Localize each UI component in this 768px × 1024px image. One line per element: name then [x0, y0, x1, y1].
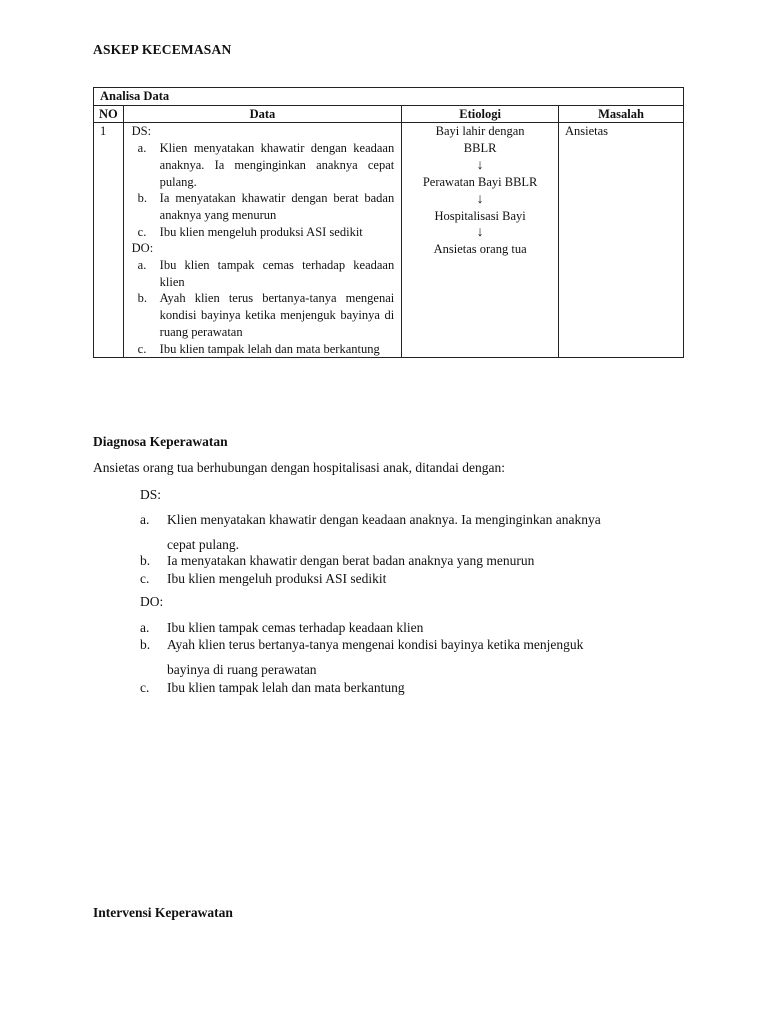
list-marker: a. — [137, 141, 147, 156]
list-text: Ayah klien terus bertanya-tanya mengenai kondisi bayinya ketika menjenguk bayinya di ruang perawatan — [159, 291, 395, 339]
list-text: Klien menyatakan khawatir dengan keadaan anaknya. Ia menginginkan anaknya cepat pulang. — [159, 141, 395, 189]
down-arrow-icon: ↓ — [476, 191, 484, 207]
list-text: Ibu klien tampak lelah dan mata berkantung — [167, 680, 405, 695]
list-text: Ibu klien tampak lelah dan mata berkantung — [159, 341, 380, 356]
list-item — [137, 257, 395, 290]
down-arrow-icon: ↓ — [476, 225, 484, 241]
list-marker: c. — [137, 341, 147, 356]
table-caption: Analisa Data — [94, 88, 684, 106]
diagnosa-heading: Diagnosa Keperawatan — [93, 434, 228, 449]
list-marker: b. — [140, 637, 151, 652]
list-item — [137, 290, 395, 340]
list-marker: b. — [137, 291, 148, 306]
diagnosa-statement: Ansietas orang tua berhubungan dengan hospitalisasi anak, ditandai dengan: — [93, 460, 506, 475]
diagnosa-do-label: DO: — [140, 594, 164, 609]
header-no: NO — [94, 105, 124, 123]
ds-list — [132, 140, 395, 240]
cell-masalah: Ansietas — [559, 123, 684, 358]
cell-no: 1 — [94, 123, 124, 358]
list-text: Ibu klien tampak cemas terhadap keadaan klien — [159, 258, 395, 289]
etiologi-step: Ansietas orang tua — [433, 242, 527, 257]
etiologi-step: Perawatan Bayi BBLR — [422, 174, 538, 189]
list-marker: a. — [137, 258, 147, 273]
ds-label: DS: — [131, 124, 152, 139]
header-etiologi: Etiologi — [402, 105, 559, 123]
list-marker: a. — [140, 512, 150, 527]
list-item — [140, 570, 676, 587]
list-item — [140, 511, 676, 551]
list-text: Klien menyatakan khawatir dengan keadaan anaknya. Ia menginginkan anaknya — [167, 512, 601, 527]
list-item — [140, 619, 676, 636]
list-item — [140, 552, 676, 569]
list-text: Ibu klien mengeluh produksi ASI sedikit — [167, 571, 387, 586]
list-text: Ibu klien mengeluh produksi ASI sedikit — [159, 224, 363, 239]
header-data: Data — [123, 105, 402, 123]
list-item — [137, 190, 395, 223]
list-text: Ia menyatakan khawatir dengan berat badan anaknya yang menurun — [159, 191, 395, 222]
table-row — [94, 123, 684, 358]
list-item — [137, 341, 395, 358]
list-text: Ibu klien tampak cemas terhadap keadaan klien — [167, 620, 424, 635]
etiologi-step: Hospitalisasi Bayi — [434, 208, 526, 223]
analisa-data-table — [93, 87, 684, 358]
cell-etiologi — [402, 123, 559, 358]
diagnosa-ds-label: DS: — [140, 487, 162, 502]
list-marker: a. — [140, 620, 150, 635]
list-item — [137, 224, 395, 241]
list-marker: b. — [137, 191, 148, 206]
list-text: Ayah klien terus bertanya-tanya mengenai kondisi bayinya ketika menjenguk — [167, 637, 584, 652]
list-marker: b. — [140, 553, 151, 568]
list-marker: c. — [140, 571, 150, 586]
do-list — [132, 257, 395, 357]
down-arrow-icon: ↓ — [476, 157, 484, 173]
table-header-row — [94, 105, 684, 123]
intervensi-heading: Intervensi Keperawatan — [93, 905, 233, 920]
table-caption-row — [94, 88, 684, 106]
list-text: Ia menyatakan khawatir dengan berat badan anaknya yang menurun — [167, 553, 535, 568]
list-item — [140, 636, 676, 676]
cell-data — [123, 123, 402, 358]
list-item — [140, 679, 676, 696]
list-text-continued: cepat pulang. — [167, 537, 239, 552]
list-text-continued: bayinya di ruang perawatan — [167, 662, 317, 677]
header-masalah: Masalah — [559, 105, 684, 123]
list-marker: c. — [137, 224, 147, 239]
document-title: ASKEP KECEMASAN — [93, 42, 232, 57]
list-marker: c. — [140, 680, 150, 695]
list-item — [137, 140, 395, 190]
etiologi-step: Bayi lahir dengan BBLR — [435, 124, 525, 156]
do-label: DO: — [131, 241, 154, 256]
